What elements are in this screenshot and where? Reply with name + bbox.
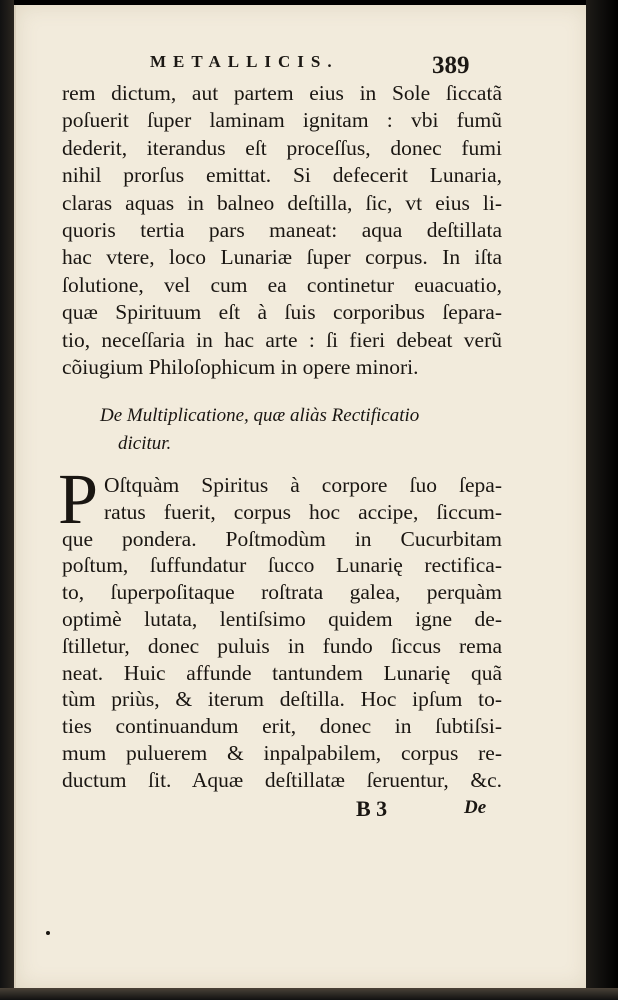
- text-line: hac vtere, loco Lunariæ ſuper corpus. In iſta: [62, 245, 502, 270]
- text-line: poſtum, ſuffundatur ſucco Lunarię rectifica-: [62, 553, 502, 578]
- ink-speck: [46, 931, 50, 935]
- catchword: De: [464, 797, 487, 818]
- drop-cap: P: [58, 459, 99, 539]
- text-line: que pondera. Poſtmodùm in Cucurbitam: [62, 526, 502, 551]
- text-line: rem dictum, aut partem eius in Sole ſiccatã: [62, 81, 502, 105]
- page-number: 389: [432, 52, 470, 79]
- text-line: ratus fuerit, corpus hoc accipe, ſiccum-: [104, 499, 502, 524]
- text-line: Oſtquàm Spiritus à corpore ſuo ſepa-: [104, 473, 502, 497]
- section-heading-line-1: De Multiplicatione, quæ aliàs Rectificatio: [100, 405, 420, 426]
- text-line: cõiugium Philoſophicum in opere minori.: [62, 355, 419, 380]
- text-line: optimè lutata, lentiſsimo quidem igne de-: [62, 606, 502, 631]
- text-line: to, ſuperpoſitaque roſtrata galea, perquàm: [62, 580, 502, 605]
- section-heading: [100, 402, 470, 458]
- text-line: quoris tertia pars maneat: aqua deſtillata: [62, 218, 502, 243]
- text-line: ties continuandum erit, donec in ſubtiſsi-: [62, 714, 502, 739]
- section-heading-line-2: dicitur.: [118, 433, 172, 454]
- text-line: tùm priùs, & iterum deſtilla. Hoc ipſum to-: [62, 687, 502, 712]
- text-line: quæ Spirituum eſt à ſuis corporibus ſepara-: [62, 300, 502, 325]
- paragraph-2: [62, 472, 502, 794]
- signature-mark: B 3: [356, 796, 388, 821]
- running-title: METALLICIS.: [150, 52, 339, 71]
- left-page-edge: [0, 0, 14, 1000]
- text-line: ſolutione, vel cum ea continetur euacuatio,: [62, 272, 502, 297]
- text-line: neat. Huic affunde tantundem Lunarię quã: [62, 660, 502, 685]
- bottom-page-edge: [0, 988, 618, 1000]
- text-line: nihil prorſus emittat. Si defecerit Lunaria,: [62, 163, 502, 188]
- text-line: mum puluerem & inpalpabilem, corpus re-: [62, 740, 502, 765]
- text-line: ſtilletur, donec puluis in fundo ſiccus rema: [62, 633, 502, 658]
- paragraph-1: [62, 80, 502, 381]
- text-line: claras aquas in balneo deſtilla, ſic, vt eius li-: [62, 190, 502, 215]
- text-line: tio, neceſſaria in hac arte : ſi fieri debeat verũ: [62, 327, 502, 352]
- text-line: poſuerit ſuper laminam ignitam : vbi fumũ: [62, 108, 502, 133]
- book-spine-shadow: [586, 0, 618, 1000]
- text-line: dederit, iterandus eſt proceſſus, donec fumi: [62, 135, 502, 160]
- text-line: ductum ſit. Aquæ deſtillatæ ſeruentur, &c.: [62, 767, 502, 792]
